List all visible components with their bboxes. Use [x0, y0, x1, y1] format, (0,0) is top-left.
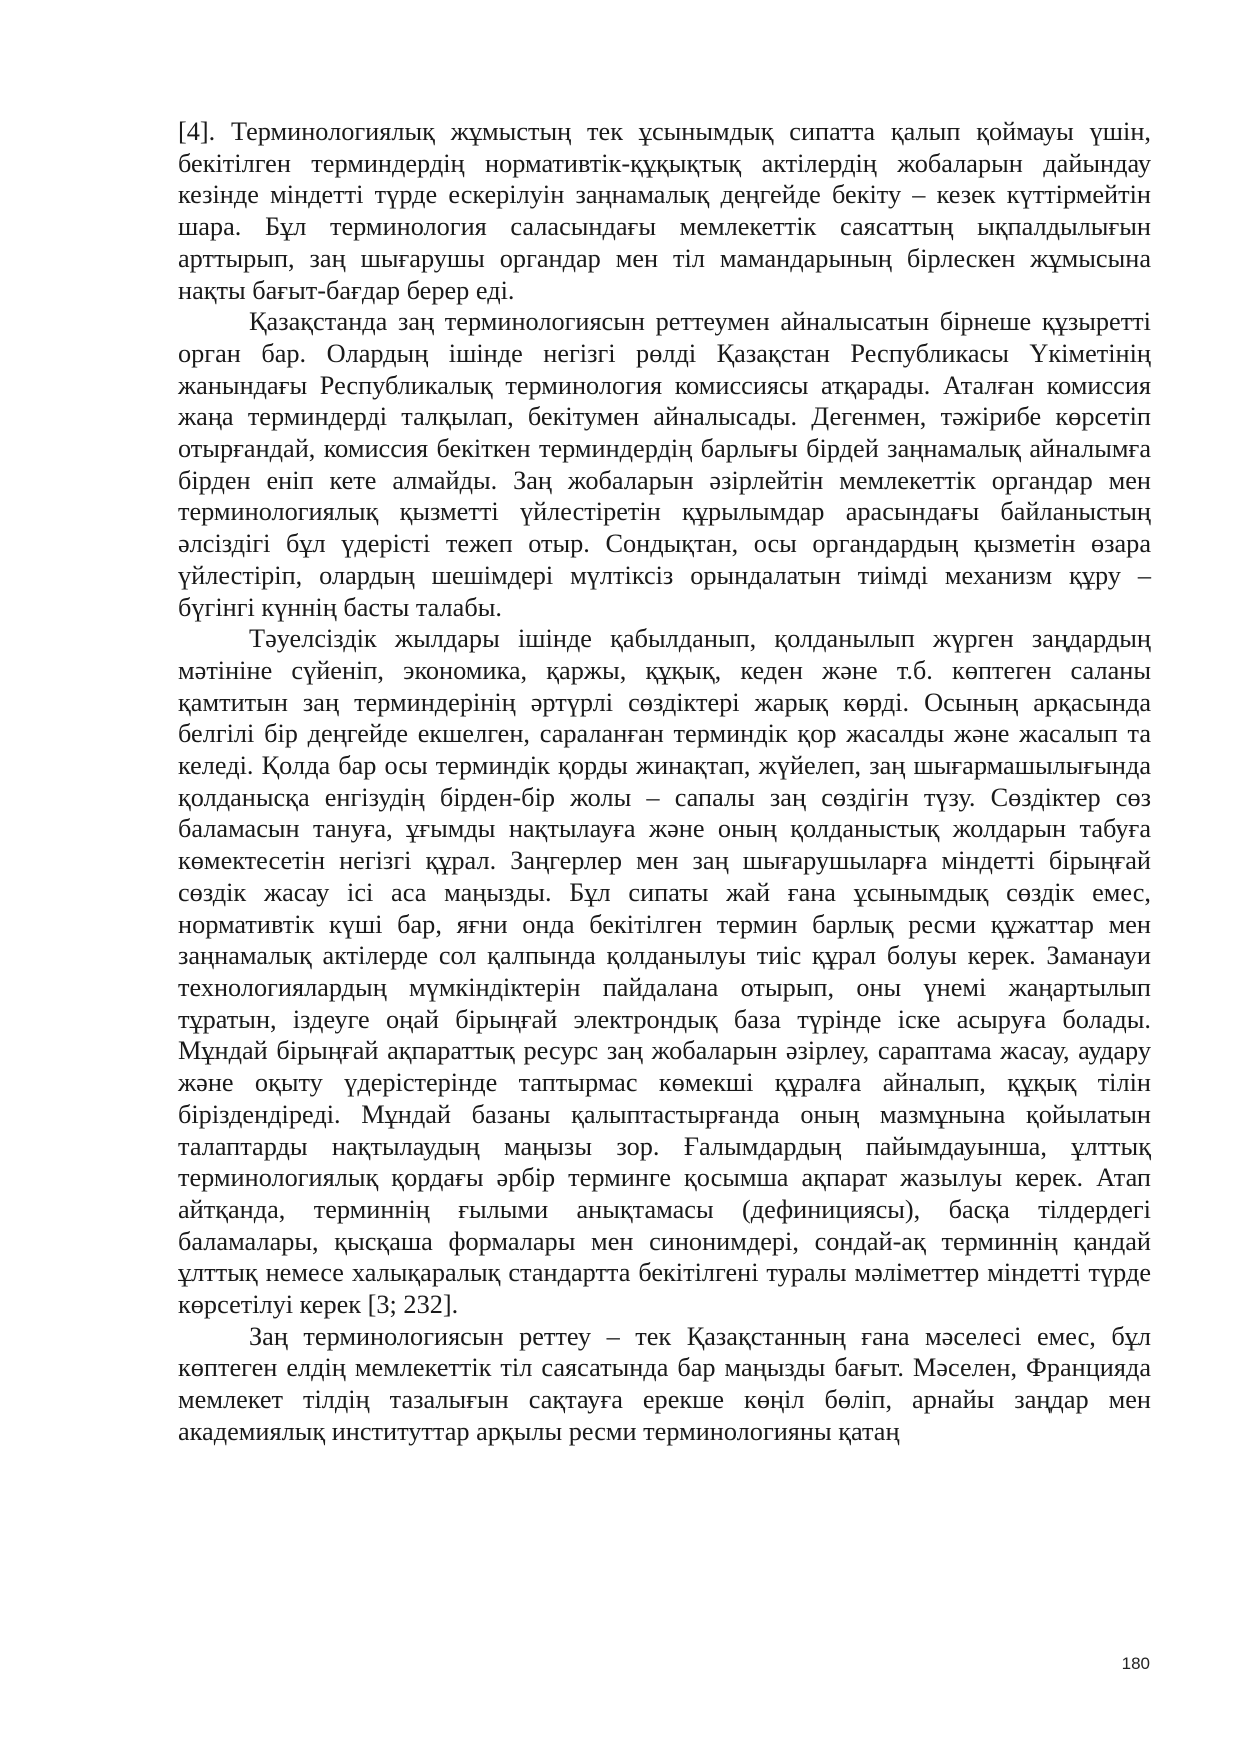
page-number: 180: [1121, 1654, 1150, 1673]
paragraph-3: Тәуелсіздік жылдары ішінде қабылданып, қолданылып жүрген заңдардың мәтініне сүйеніп, экономика, қаржы, құқық, кеден және т.б. көптеген саланы қамтитын заң терминдерінің әртүрлі сөздіктері жарық көрді. Осының арқасында белгілі бір деңгейде екшелген, сараланған терминдік қор жасалды және жасалып та келеді. Қолда бар осы терминдік қорды жинақтап, жүйелеп, заң шығармашылығында қолданысқа енгізудің бірден-бір жолы – сапалы заң сөздігін түзу. Сөздіктер сөз баламасын тануға, ұғымды нақтылауға және оның қолданыстық жолдарын табуға көмектесетін негізгі құрал. Заңгерлер мен заң шығарушыларға міндетті бірыңғай сөздік жасау ісі аса маңызды. Бұл сипаты жай ғана ұсынымдық сөздік емес, нормативтік күші бар, яғни онда бекітілген термин барлық ресми құжаттар мен заңнамалық актілерде сол қалпында қолданылуы тиіс құрал болуы керек. Заманауи технологиялардың мүмкіндіктерін пайдалана отырып, оны үнемі жаңартылып тұратын, іздеуге оңай бірыңғай электрондық база түрінде іске асыруға болады. Мұндай бірыңғай ақпараттық ресурс заң жобаларын әзірлеу, сараптама жасау, аудару және оқыту үдерістерінде таптырмас көмекші құралға айналып, құқық тілін біріздендіреді. Мұндай базаны қалыптастырғанда оның мазмұнына қойылатын талаптарды нақтылаудың маңызы зор. Ғалымдардың пайымдауынша, ұлттық терминологиялық қордағы әрбір терминге қосымша ақпарат жазылуы керек. Атап айтқанда, терминнің ғылыми анықтамасы (дефинициясы), басқа тілдердегі баламалары, қысқаша формалары мен синонимдері, сондай-ақ терминнің қандай ұлттық немесе халықаралық стандартта бекітілгені туралы мәліметтер міндетті түрде көрсетілуі керек [3; 232].: [178, 624, 1151, 1320]
paragraph-4: Заң терминологиясын реттеу – тек Қазақстанның ғана мәселесі емес, бұл көптеген елдің мемлекеттік тіл саясатында бар маңызды бағыт. Мәселен, Францияда мемлекет тілдің тазалығын сақтауға ерекше көңіл бөліп, арнайы заңдар мен академиялық институттар арқылы ресми терминологияны қатаң: [178, 1321, 1151, 1446]
body-text: [178, 116, 1151, 1448]
paragraph-2: Қазақстанда заң терминологиясын реттеумен айналысатын бірнеше құзыретті орган бар. Олардың ішінде негізгі рөлді Қазақстан Республикасы Үкіметінің жанындағы Республикалық терминология комиссиясы атқарады. Аталған комиссия жаңа терминдерді талқылап, бекітумен айналысады. Дегенмен, тәжірибе көрсетіп отырғандай, комиссия бекіткен терминдердің барлығы бірдей заңнамалық айналымға бірден еніп кете алмайды. Заң жобаларын әзірлейтін мемлекеттік органдар мен терминологиялық қызметті үйлестіретін құрылымдар арасындағы байланыстың әлсіздігі бұл үдерісті тежеп отыр. Сондықтан, осы органдардың қызметін өзара үйлестіріп, олардың шешімдері мүлтіксіз орындалатын тиімді механизм құру – бүгінгі күннің басты талабы.: [178, 307, 1151, 622]
paragraph-1: [4]. Терминологиялық жұмыстың тек ұсынымдық сипатта қалып қоймауы үшін, бекітілген терминдердің нормативтік-құқықтық актілердің жобаларын дайындау кезінде міндетті түрде ескерілуін заңнамалық деңгейде бекіту – кезек күттірмейтін шара. Бұл терминология саласындағы мемлекеттік саясаттың ықпалдылығын арттырып, заң шығарушы органдар мен тіл мамандарының бірлескен жұмысына нақты бағыт-бағдар берер еді.: [178, 117, 1151, 305]
